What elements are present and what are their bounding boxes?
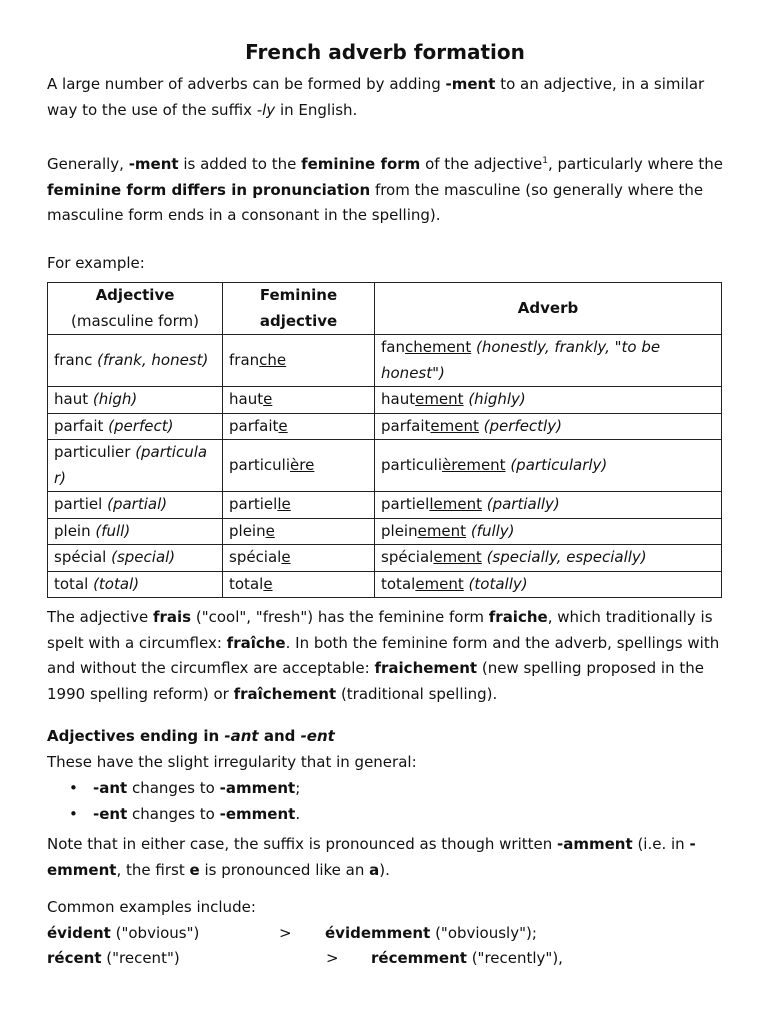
bullet-icon: • — [69, 779, 78, 797]
header-adjective: Adjective (masculine form) — [48, 283, 223, 335]
header-adverb: Adverb — [375, 283, 722, 335]
adverb-cell: pleinement (fully) — [375, 518, 722, 545]
note-paragraph: Note that in either case, the suffix is pronounced as though written -amment (i.e. in -emment, the first e is pronounced like an a). — [47, 835, 696, 879]
irregularity-text: These have the slight irregularity that in general: — [47, 753, 417, 771]
adjective-cell: franc (frank, honest) — [48, 335, 223, 387]
adjective-cell: partiel (partial) — [48, 492, 223, 519]
table-row — [48, 492, 722, 519]
adverb-cell: hautement (highly) — [375, 387, 722, 414]
table-row — [48, 413, 722, 440]
adjective-cell: particulier (particula r) — [48, 440, 223, 492]
table-row — [48, 440, 722, 492]
adjective-cell: plein (full) — [48, 518, 223, 545]
table-row — [48, 387, 722, 414]
adjective-cell: total (total) — [48, 571, 223, 598]
common-examples-label: Common examples include: — [47, 898, 256, 916]
list-item: • -ent changes to -emment. — [47, 802, 300, 828]
table-row — [48, 545, 722, 572]
list-item: • -ant changes to -amment; — [47, 776, 300, 802]
header-feminine: Feminine adjective — [223, 283, 375, 335]
adjective-cell: parfait (perfect) — [48, 413, 223, 440]
table-row — [48, 571, 722, 598]
page-title: French adverb formation — [245, 40, 525, 64]
feminine-cell: pleine — [223, 518, 375, 545]
adjective-cell: spécial (special) — [48, 545, 223, 572]
adverb-cell: totalement (totally) — [375, 571, 722, 598]
suffix-change-list — [47, 776, 300, 827]
adverb-cell: spécialement (specially, especially) — [375, 545, 722, 572]
adverb-cell: partiellement (partially) — [375, 492, 722, 519]
adjective-cell: haut (high) — [48, 387, 223, 414]
table-row — [48, 518, 722, 545]
frais-paragraph: The adjective frais ("cool", "fresh") has the feminine form fraiche, which traditionally is spelt with a circumflex: fraîche. In both the feminine form and the adverb, spellings with and without the circumflex are acceptable: fraichement (new spelling proposed in the 1990 spelling reform) or fraîchement (traditional spelling). — [47, 608, 720, 703]
footnote-ref[interactable]: 1 — [542, 156, 548, 166]
for-example-label: For example: — [47, 254, 145, 272]
feminine-cell: franche — [223, 335, 375, 387]
adverb-cell: particulièrement (particularly) — [375, 440, 722, 492]
feminine-cell: spéciale — [223, 545, 375, 572]
adverb-cell: fanchement (honestly, frankly, "to be honest") — [375, 335, 722, 387]
bullet-icon: • — [69, 804, 78, 823]
table-header-row — [48, 283, 722, 335]
generally-paragraph: Generally, -ment is added to the feminine form of the adjective$^1$, particularly where the feminine form differs in pronunciation from the masculine (so generally where the masculine form ends in a consonant in the spelling). — [47, 155, 723, 224]
adverb-table — [47, 282, 722, 598]
table-row — [48, 335, 722, 387]
feminine-cell: particulière — [223, 440, 375, 492]
feminine-cell: totale — [223, 571, 375, 598]
ant-ent-heading: Adjectives ending in -ant and -ent — [47, 727, 335, 745]
intro-paragraph: A large number of adverbs can be formed by adding -ment to an adjective, in a similar way to the use of the suffix -ly in English. — [47, 75, 705, 119]
feminine-cell: haute — [223, 387, 375, 414]
adverb-cell: parfaitement (perfectly) — [375, 413, 722, 440]
feminine-cell: partielle — [223, 492, 375, 519]
feminine-cell: parfaite — [223, 413, 375, 440]
